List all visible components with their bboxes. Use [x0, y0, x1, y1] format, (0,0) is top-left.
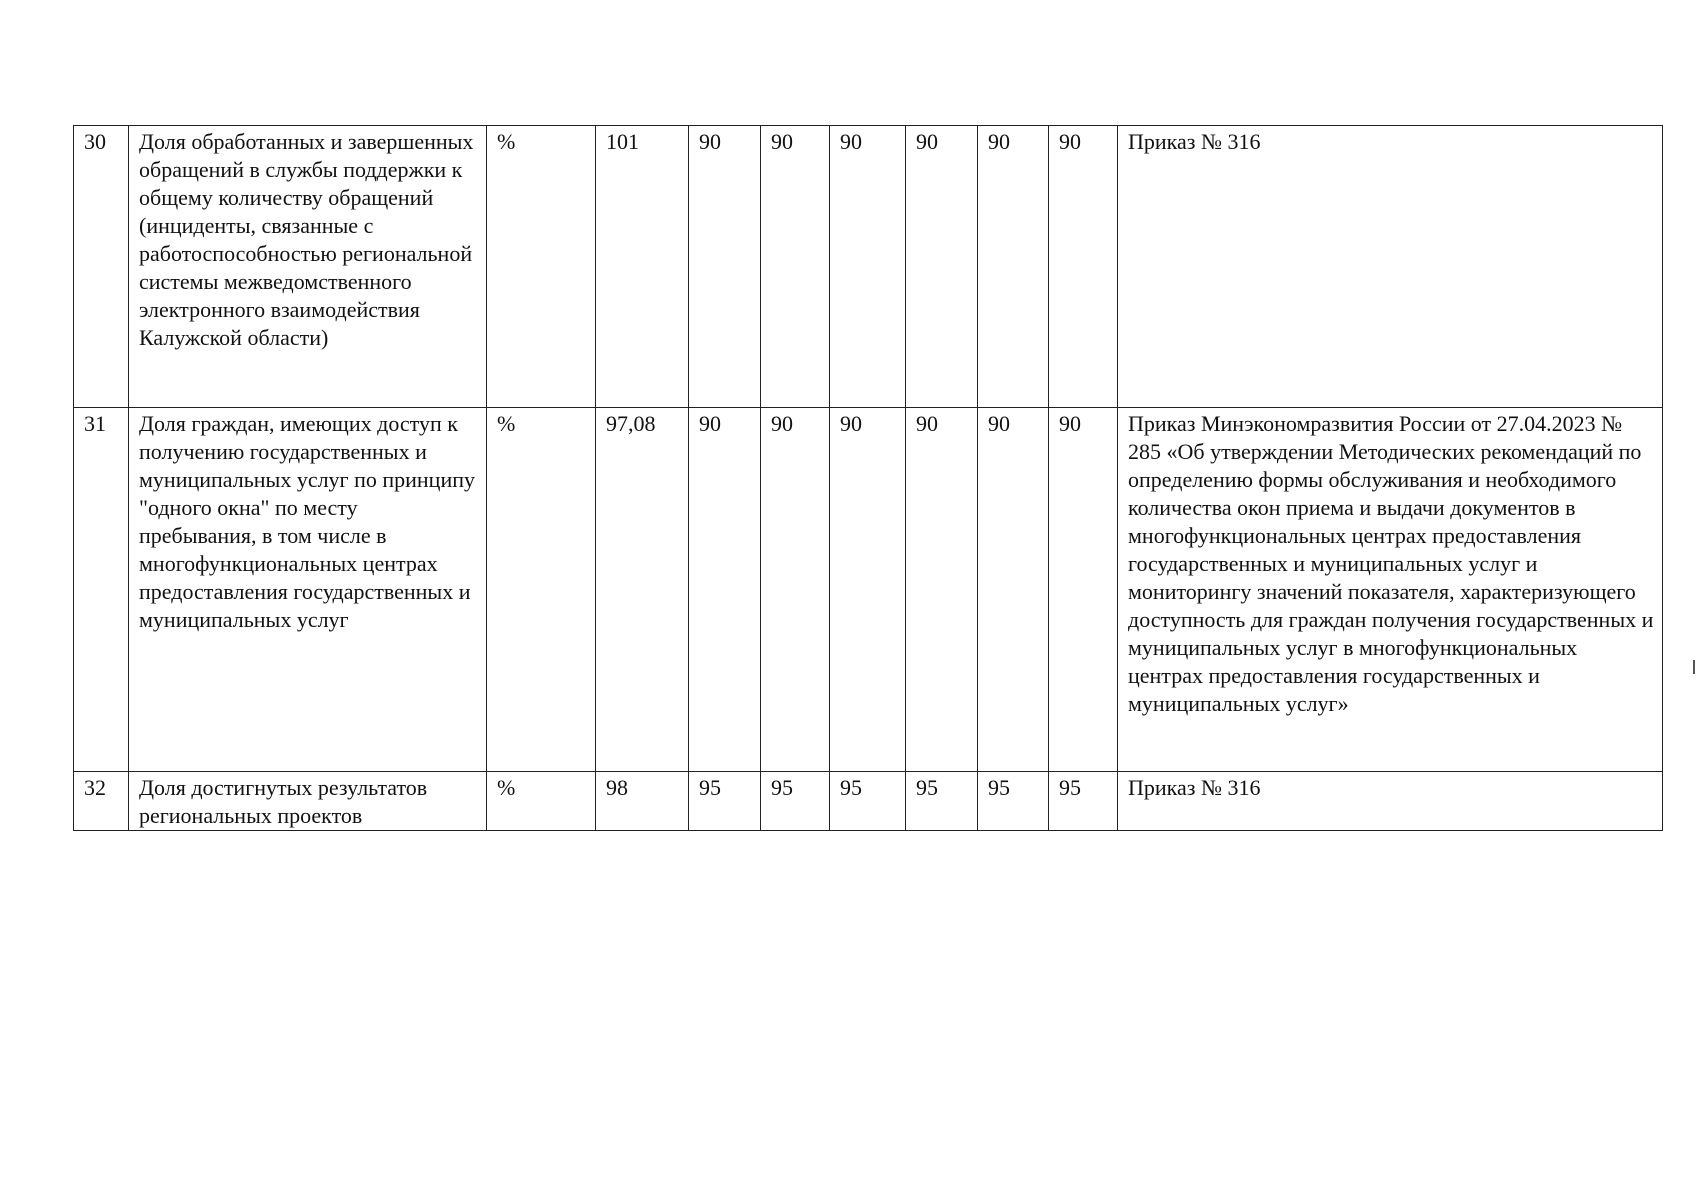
- year-value-cell: 90: [978, 408, 1049, 772]
- year-value-cell: 90: [689, 408, 761, 772]
- indicator-name: Доля обработанных и завершенных обращений в службы поддержки к общему количеству обращений (инциденты, связанные с работоспособностью региональной системы межведомственного электронного взаимодействия Калужской области): [129, 126, 487, 408]
- source-document-cell: Приказ Минэкономразвития России от 27.04.2023 № 285 «Об утверждении Методических рекомендаций по определению формы обслуживания и необходимого количества окон приема и выдачи документов в многофункциональных центрах предоставления государственных и муниципальных услуг и мониторингу значений показателя, характеризующего доступность для граждан получения государственных и муниципальных услуг в многофункциональных центрах предоставления государственных и муниципальных услуг»: [1118, 408, 1663, 772]
- scan-margin-mark: [1693, 660, 1695, 674]
- year-value-cell: 90: [761, 408, 830, 772]
- year-value-cell: 90: [1049, 408, 1118, 772]
- year-value-cell: 90: [689, 126, 761, 408]
- year-value-cell: 95: [1049, 772, 1118, 831]
- year-value-cell: 90: [1049, 126, 1118, 408]
- year-value-cell: 90: [761, 126, 830, 408]
- base-value-cell: 101: [596, 126, 689, 408]
- row-number: 31: [74, 408, 129, 772]
- base-value-cell: 98: [596, 772, 689, 831]
- year-value-cell: 90: [906, 408, 978, 772]
- year-value-cell: 95: [978, 772, 1049, 831]
- unit-cell: %: [487, 126, 596, 408]
- year-value-cell: 90: [978, 126, 1049, 408]
- unit-cell: %: [487, 408, 596, 772]
- year-value-cell: 95: [689, 772, 761, 831]
- year-value-cell: 90: [830, 126, 906, 408]
- source-document-cell: Приказ № 316: [1118, 772, 1663, 831]
- unit-cell: %: [487, 772, 596, 831]
- table-row: [74, 126, 1663, 408]
- table-row: [74, 408, 1663, 772]
- indicator-name: Доля достигнутых результатов региональных проектов: [129, 772, 487, 831]
- year-value-cell: 95: [830, 772, 906, 831]
- row-number: 30: [74, 126, 129, 408]
- year-value-cell: 95: [906, 772, 978, 831]
- year-value-cell: 90: [830, 408, 906, 772]
- table-row: [74, 772, 1663, 831]
- year-value-cell: 90: [906, 126, 978, 408]
- indicator-name: Доля граждан, имеющих доступ к получению государственных и муниципальных услуг по принципу "одного окна" по месту пребывания, в том числе в многофункциональных центрах предоставления государственных и муниципальных услуг: [129, 408, 487, 772]
- source-document-cell: Приказ № 316: [1118, 126, 1663, 408]
- row-number: 32: [74, 772, 129, 831]
- base-value-cell: 97,08: [596, 408, 689, 772]
- indicators-table: [73, 125, 1663, 831]
- year-value-cell: 95: [761, 772, 830, 831]
